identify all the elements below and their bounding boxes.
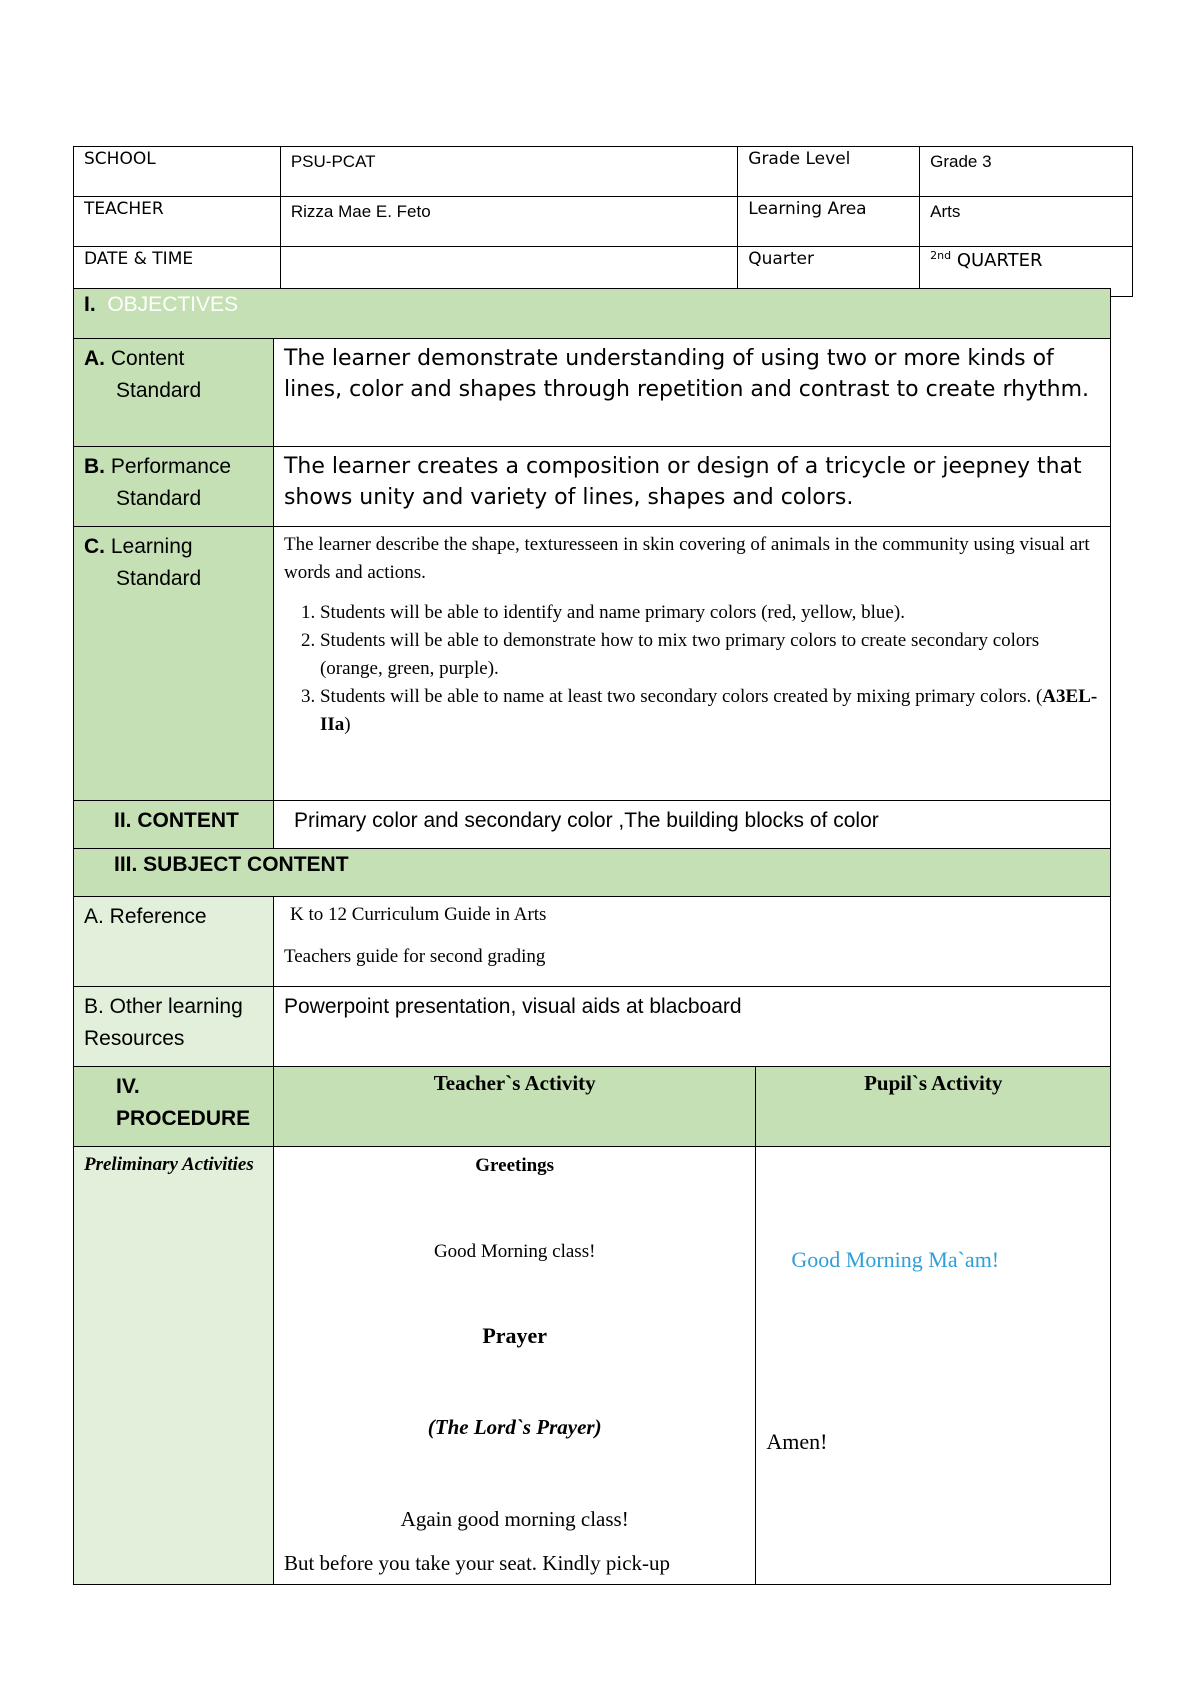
learning-item: 1. Students will be able to identify and name primary colors (red, yellow, blue). xyxy=(320,599,1100,627)
reference-1: K to 12 Curriculum Guide in Arts xyxy=(289,904,547,925)
lesson-plan-table xyxy=(73,288,1111,1585)
objectives-num: I. xyxy=(84,293,96,316)
quarter-label: Quarter xyxy=(738,247,920,297)
prayer-heading: Prayer xyxy=(482,1323,548,1348)
pupil-activity-cell xyxy=(756,1147,1111,1585)
learning-list xyxy=(284,599,1100,739)
performance-standard-text: The learner creates a composition or design of a tricycle or jeepney that shows unity and variety of lines, shapes and colors. xyxy=(273,447,1110,527)
pupil-amen: Amen! xyxy=(766,1429,828,1454)
date-label: DATE & TIME xyxy=(74,247,281,297)
pupil-activity-head: Pupil`s Activity xyxy=(756,1067,1111,1147)
greetings-heading: Greetings xyxy=(475,1155,555,1176)
pupil-good-morning: Good Morning Ma`am! xyxy=(791,1247,1000,1272)
school-label: SCHOOL xyxy=(74,147,281,197)
reference-2: Teachers guide for second grading xyxy=(283,946,546,967)
teacher-activity-cell xyxy=(273,1147,755,1585)
again-good-morning: Again good morning class! xyxy=(400,1507,629,1531)
header-table xyxy=(73,146,1133,297)
other-resources-text: Powerpoint presentation, visual aids at blacboard xyxy=(273,987,1110,1067)
content-text: Primary color and secondary color ,The building blocks of color xyxy=(273,801,1110,849)
teacher-activity-head: Teacher`s Activity xyxy=(273,1067,755,1147)
performance-standard-label: B. Performance Standard xyxy=(74,447,274,527)
quarter-text: QUARTER xyxy=(956,250,1043,271)
school-value: PSU-PCAT xyxy=(280,147,737,197)
before-seat-text: But before you take your seat. Kindly pick-up xyxy=(283,1551,671,1575)
reference-label: A. Reference xyxy=(74,897,274,987)
procedure-label: IV. PROCEDURE xyxy=(74,1067,274,1147)
quarter-sup: 2nd xyxy=(930,249,952,262)
content-standard-text: The learner demonstrate understanding of using two or more kinds of lines, color and shapes through repetition and contrast to create rhythm. xyxy=(273,339,1110,447)
other-resources-label: B. Other learning Resources xyxy=(74,987,274,1067)
objectives-heading xyxy=(74,289,1111,339)
learning-standard-label: C. Learning Standard xyxy=(74,527,274,801)
learning-item: 3. Students will be able to name at least two secondary colors created by mixing primary colors. (A3EL-IIa) xyxy=(320,683,1100,739)
learning-code: A3EL-IIa xyxy=(319,686,1098,735)
content-label: II. CONTENT xyxy=(74,801,274,849)
subject-content-heading: III. SUBJECT CONTENT xyxy=(74,849,1111,897)
learning-intro: The learner describe the shape, texturesseen in skin covering of animals in the community using visual art words and actions. xyxy=(283,534,1090,583)
reference-text xyxy=(273,897,1110,987)
teacher-value: Rizza Mae E. Feto xyxy=(280,197,737,247)
content-standard-label: A. Content Standard xyxy=(74,339,274,447)
objectives-title: OBJECTIVES xyxy=(107,293,239,316)
grade-value: Grade 3 xyxy=(920,147,1133,197)
grade-label: Grade Level xyxy=(738,147,920,197)
teacher-good-morning: Good Morning class! xyxy=(433,1241,596,1262)
lords-prayer: (The Lord`s Prayer) xyxy=(427,1415,602,1439)
preliminary-label: Preliminary Activities xyxy=(74,1147,274,1585)
learning-item: 2. Students will be able to demonstrate how to mix two primary colors to create secondary colors (orange, green, purple). xyxy=(320,627,1100,683)
learning-standard-text xyxy=(273,527,1110,801)
area-label: Learning Area xyxy=(738,197,920,247)
area-value: Arts xyxy=(920,197,1133,247)
teacher-label: TEACHER xyxy=(74,197,281,247)
